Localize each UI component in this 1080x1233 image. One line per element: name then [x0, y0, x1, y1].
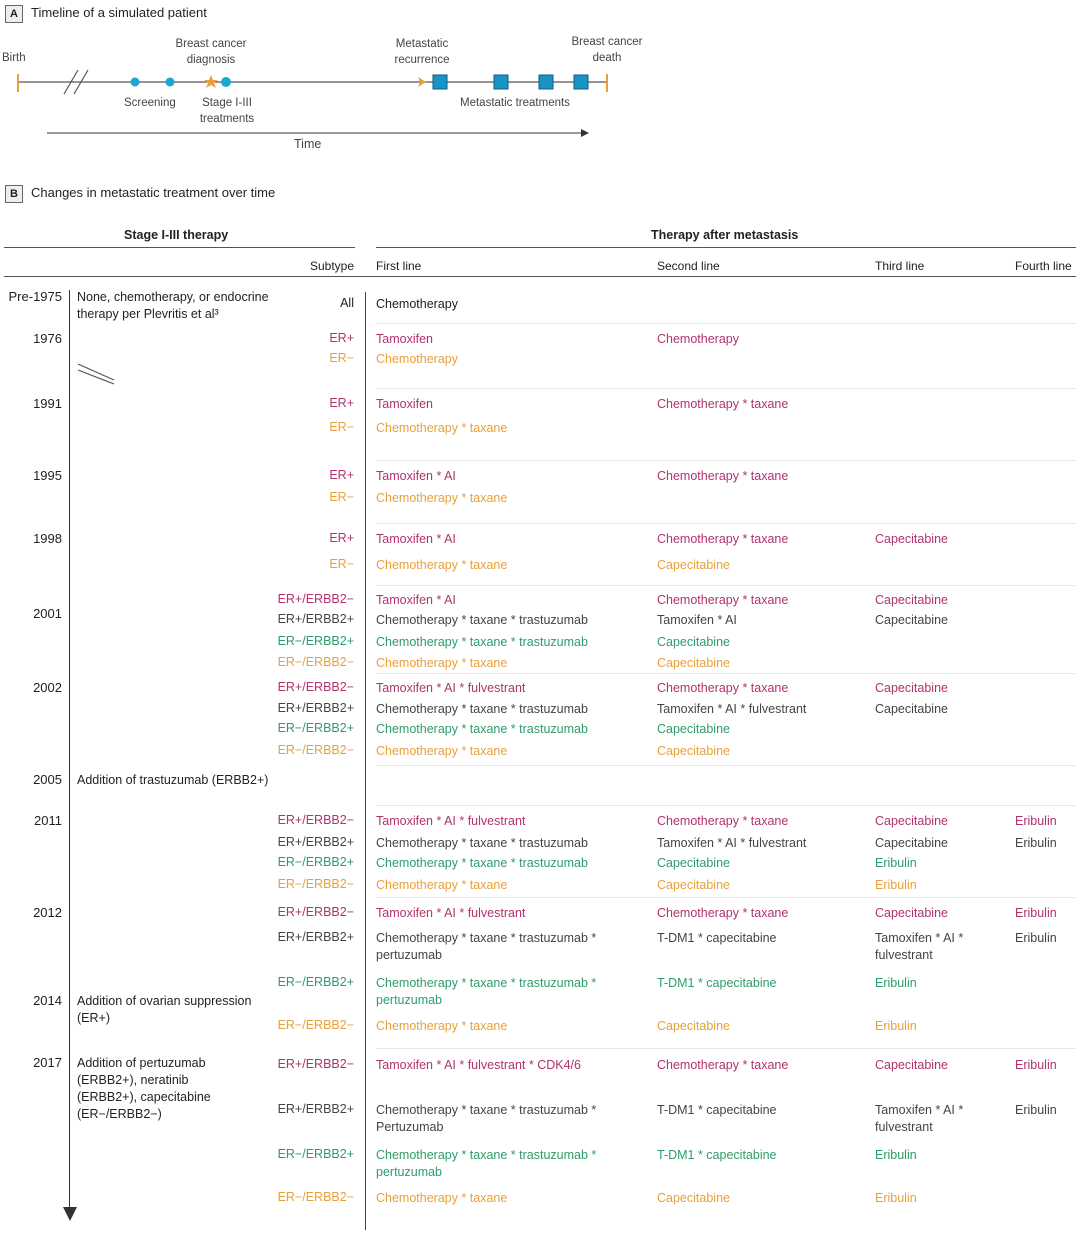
- third-line-therapy: Eribulin: [875, 1191, 917, 1205]
- subtype-label: ER−: [329, 420, 354, 434]
- third-line-header: Third line: [875, 259, 925, 273]
- metastatic-treatments-label: Metastatic treatments: [460, 97, 570, 109]
- third-line-therapy: Capecitabine: [875, 702, 948, 716]
- era-divider: [376, 765, 1076, 766]
- axis-break-icon: [76, 360, 120, 386]
- first-line-therapy: Tamoxifen * AI: [376, 593, 456, 607]
- third-line-therapy: Capecitabine: [875, 906, 948, 920]
- second-line-therapy: Chemotherapy: [657, 332, 739, 346]
- subtype-label: ER+: [329, 331, 354, 345]
- screening-label: Screening: [124, 97, 176, 109]
- first-line-therapy: Tamoxifen * AI * fulvestrant: [376, 906, 526, 920]
- subtype-label: ER+/ERBB2−: [277, 592, 354, 606]
- first-line-therapy: Tamoxifen * AI * fulvestrant * CDK4/6: [376, 1058, 581, 1072]
- fourth-line-therapy: Eribulin: [1015, 1103, 1057, 1117]
- era-divider: [376, 897, 1076, 898]
- stage-therapy-note: None, chemotherapy, or endocrine therapy per Plevritis et al³: [77, 290, 269, 321]
- year-axis: [69, 290, 70, 1210]
- second-line-therapy: Chemotherapy * taxane: [657, 814, 789, 828]
- second-line-therapy: Capecitabine: [657, 744, 730, 758]
- second-line-therapy: Chemotherapy * taxane: [657, 681, 789, 695]
- first-line-therapy: Chemotherapy * taxane: [376, 1191, 508, 1205]
- third-line-therapy: Capecitabine: [875, 814, 948, 828]
- panel-a-title: Timeline of a simulated patient: [31, 5, 207, 20]
- subtype-label: ER+: [329, 396, 354, 410]
- first-line-therapy: Chemotherapy * taxane * trastuzumab: [376, 702, 588, 716]
- diagnosis-star-icon: [204, 75, 218, 88]
- subtype-label: ER+/ERBB2+: [277, 612, 354, 626]
- first-line-therapy: Chemotherapy * taxane: [376, 1019, 508, 1033]
- year-label: 1991: [33, 396, 62, 411]
- first-line-therapy: Chemotherapy * taxane * trastuzumab * pertuzumab: [376, 1148, 597, 1179]
- second-line-therapy: Chemotherapy * taxane: [657, 1058, 789, 1072]
- third-line-therapy: Capecitabine: [875, 532, 948, 546]
- second-line-therapy: T-DM1 * capecitabine: [657, 1103, 777, 1117]
- year-label: 2017: [33, 1055, 62, 1070]
- stage-treatment-dot: [221, 77, 231, 87]
- second-line-therapy: Chemotherapy * taxane: [657, 593, 789, 607]
- third-line-therapy: Eribulin: [875, 878, 917, 892]
- era-divider: [376, 323, 1076, 324]
- year-axis-arrow-icon: [62, 1205, 78, 1223]
- first-line-therapy: Chemotherapy * taxane * trastuzumab * pertuzumab: [376, 931, 597, 962]
- second-line-therapy: Chemotherapy * taxane: [657, 906, 789, 920]
- second-line-therapy: Capecitabine: [657, 722, 730, 736]
- year-label: 1998: [33, 531, 62, 546]
- first-line-therapy: Chemotherapy * taxane * trastuzumab * pertuzumab: [376, 976, 597, 1007]
- era-divider: [376, 805, 1076, 806]
- first-line-therapy: Chemotherapy * taxane: [376, 491, 508, 505]
- diagnosis-label: Breast cancer diagnosis: [175, 38, 247, 66]
- third-line-therapy: Eribulin: [875, 1148, 917, 1162]
- subtype-label: ER+/ERBB2−: [277, 680, 354, 694]
- first-line-therapy: Tamoxifen * AI: [376, 469, 456, 483]
- third-line-therapy: Capecitabine: [875, 836, 948, 850]
- third-line-therapy: Capecitabine: [875, 613, 948, 627]
- first-line-therapy: Tamoxifen * AI * fulvestrant: [376, 814, 526, 828]
- panel-a-label: A: [5, 5, 23, 23]
- subtype-label: ER+/ERBB2+: [277, 701, 354, 715]
- subtype-label: ER−/ERBB2−: [277, 743, 354, 757]
- death-label: Breast cancer death: [571, 36, 643, 64]
- column-separator: [365, 292, 366, 1230]
- stage-therapy-header: Stage I-III therapy: [124, 228, 229, 242]
- first-line-therapy: Chemotherapy * taxane * trastuzumab: [376, 722, 588, 736]
- subtype-label: ER+: [329, 468, 354, 482]
- metastatic-treatment-box: [574, 75, 588, 89]
- first-line-therapy: Chemotherapy * taxane * trastuzumab * Pertuzumab: [376, 1103, 597, 1134]
- first-line-therapy: Chemotherapy: [376, 352, 458, 366]
- second-line-therapy: Capecitabine: [657, 635, 730, 649]
- panel-b-label: B: [5, 185, 23, 203]
- time-arrow-head-icon: [581, 129, 589, 137]
- first-line-therapy: Chemotherapy * taxane: [376, 656, 508, 670]
- second-line-therapy: Chemotherapy * taxane: [657, 397, 789, 411]
- third-line-therapy: Eribulin: [875, 856, 917, 870]
- subtype-label: ER−/ERBB2−: [277, 1190, 354, 1204]
- fourth-line-therapy: Eribulin: [1015, 931, 1057, 945]
- screening-dot: [166, 78, 175, 87]
- third-line-therapy: Tamoxifen * AI * fulvestrant: [875, 931, 964, 962]
- year-label: 1976: [33, 331, 62, 346]
- second-line-therapy: Capecitabine: [657, 558, 730, 572]
- second-line-therapy: Tamoxifen * AI: [657, 613, 737, 627]
- birth-label: Birth: [2, 52, 26, 64]
- second-line-therapy: Capecitabine: [657, 1191, 730, 1205]
- second-line-therapy: Chemotherapy * taxane: [657, 532, 789, 546]
- second-line-therapy: Capecitabine: [657, 878, 730, 892]
- subtype-label: ER−/ERBB2−: [277, 877, 354, 891]
- fourth-line-therapy: Eribulin: [1015, 836, 1057, 850]
- first-line-therapy: Chemotherapy * taxane: [376, 558, 508, 572]
- subtype-label: ER−: [329, 557, 354, 571]
- first-line-header: First line: [376, 259, 422, 273]
- era-divider: [376, 585, 1076, 586]
- subtype-label: ER+/ERBB2−: [277, 813, 354, 827]
- era-divider: [376, 460, 1076, 461]
- first-line-therapy: Chemotherapy * taxane * trastuzumab: [376, 635, 588, 649]
- year-label: Pre-1975: [8, 289, 62, 304]
- fourth-line-therapy: Eribulin: [1015, 906, 1057, 920]
- first-line-therapy: Chemotherapy * taxane: [376, 744, 508, 758]
- year-label: 2014: [33, 993, 62, 1008]
- second-line-therapy: Capecitabine: [657, 1019, 730, 1033]
- recurrence-label: Metastatic recurrence: [394, 38, 450, 66]
- panel-b-title: Changes in metastatic treatment over time: [31, 185, 276, 200]
- year-label: 2005: [33, 772, 62, 787]
- time-label: Time: [294, 137, 322, 151]
- third-line-therapy: Capecitabine: [875, 681, 948, 695]
- subtype-label: ER−/ERBB2−: [277, 655, 354, 669]
- fourth-line-therapy: Eribulin: [1015, 1058, 1057, 1072]
- second-line-therapy: T-DM1 * capecitabine: [657, 976, 777, 990]
- stage-therapy-note: Addition of trastuzumab (ERBB2+): [77, 773, 269, 787]
- third-line-therapy: Capecitabine: [875, 1058, 948, 1072]
- subtype-label: ER−: [329, 490, 354, 504]
- subtype-label: ER+/ERBB2+: [277, 930, 354, 944]
- first-line-therapy: Tamoxifen * AI * fulvestrant: [376, 681, 526, 695]
- second-line-header: Second line: [657, 259, 720, 273]
- third-line-therapy: Tamoxifen * AI * fulvestrant: [875, 1103, 964, 1134]
- third-line-therapy: Eribulin: [875, 976, 917, 990]
- metastatic-treatment-box: [494, 75, 508, 89]
- stage-treatments-label: Stage I-III treatments: [199, 97, 255, 125]
- second-line-therapy: Chemotherapy * taxane: [657, 469, 789, 483]
- first-line-therapy: Tamoxifen: [376, 397, 433, 411]
- year-label: 2012: [33, 905, 62, 920]
- year-label: 2002: [33, 680, 62, 695]
- second-line-therapy: T-DM1 * capecitabine: [657, 931, 777, 945]
- first-line-therapy: Tamoxifen: [376, 332, 433, 346]
- first-line-therapy: Chemotherapy: [376, 297, 458, 311]
- subtype-label: ER−: [329, 351, 354, 365]
- subtype-label: ER+/ERBB2−: [277, 1057, 354, 1071]
- column-header-rule: [4, 276, 1076, 277]
- era-divider: [376, 388, 1076, 389]
- therapy-after-header: Therapy after metastasis: [651, 228, 799, 242]
- era-divider: [376, 523, 1076, 524]
- fourth-line-therapy: Eribulin: [1015, 814, 1057, 828]
- third-line-therapy: Eribulin: [875, 1019, 917, 1033]
- third-line-therapy: Capecitabine: [875, 593, 948, 607]
- first-line-therapy: Chemotherapy * taxane: [376, 421, 508, 435]
- patient-timeline: [0, 0, 660, 150]
- subtype-label: ER−/ERBB2+: [277, 634, 354, 648]
- year-label: 1995: [33, 468, 62, 483]
- second-line-therapy: Tamoxifen * AI * fulvestrant: [657, 836, 807, 850]
- metastatic-treatment-box: [433, 75, 447, 89]
- first-line-therapy: Chemotherapy * taxane * trastuzumab: [376, 836, 588, 850]
- second-line-therapy: Capecitabine: [657, 856, 730, 870]
- year-label: 2001: [33, 606, 62, 621]
- header-rule-right: [376, 247, 1076, 248]
- stage-therapy-note: Addition of pertuzumab (ERBB2+), neratinib (ERBB2+), capecitabine (ER−/ERBB2−): [77, 1056, 211, 1121]
- second-line-therapy: Tamoxifen * AI * fulvestrant: [657, 702, 807, 716]
- first-line-therapy: Tamoxifen * AI: [376, 532, 456, 546]
- second-line-therapy: Capecitabine: [657, 656, 730, 670]
- second-line-therapy: T-DM1 * capecitabine: [657, 1148, 777, 1162]
- subtype-label: ER+: [329, 531, 354, 545]
- subtype-label: ER−/ERBB2+: [277, 855, 354, 869]
- stage-therapy-note: Addition of ovarian suppression (ER+): [77, 994, 252, 1025]
- header-rule-left: [4, 247, 355, 248]
- subtype-label: ER−/ERBB2+: [277, 975, 354, 989]
- subtype-label: ER−/ERBB2−: [277, 1018, 354, 1032]
- subtype-header: Subtype: [310, 259, 355, 273]
- era-divider: [376, 1048, 1076, 1049]
- metastatic-treatment-box: [539, 75, 553, 89]
- subtype-label: ER+/ERBB2−: [277, 905, 354, 919]
- fourth-line-header: Fourth line: [1015, 259, 1072, 273]
- subtype-label: ER+/ERBB2+: [277, 835, 354, 849]
- first-line-therapy: Chemotherapy * taxane * trastuzumab: [376, 613, 588, 627]
- subtype-label: ER+/ERBB2+: [277, 1102, 354, 1116]
- year-label: 2011: [34, 813, 62, 828]
- subtype-label: ER−/ERBB2+: [277, 1147, 354, 1161]
- subtype-label: All: [340, 296, 354, 310]
- first-line-therapy: Chemotherapy * taxane * trastuzumab: [376, 856, 588, 870]
- subtype-label: ER−/ERBB2+: [277, 721, 354, 735]
- first-line-therapy: Chemotherapy * taxane: [376, 878, 508, 892]
- era-divider: [376, 673, 1076, 674]
- screening-dot: [131, 78, 140, 87]
